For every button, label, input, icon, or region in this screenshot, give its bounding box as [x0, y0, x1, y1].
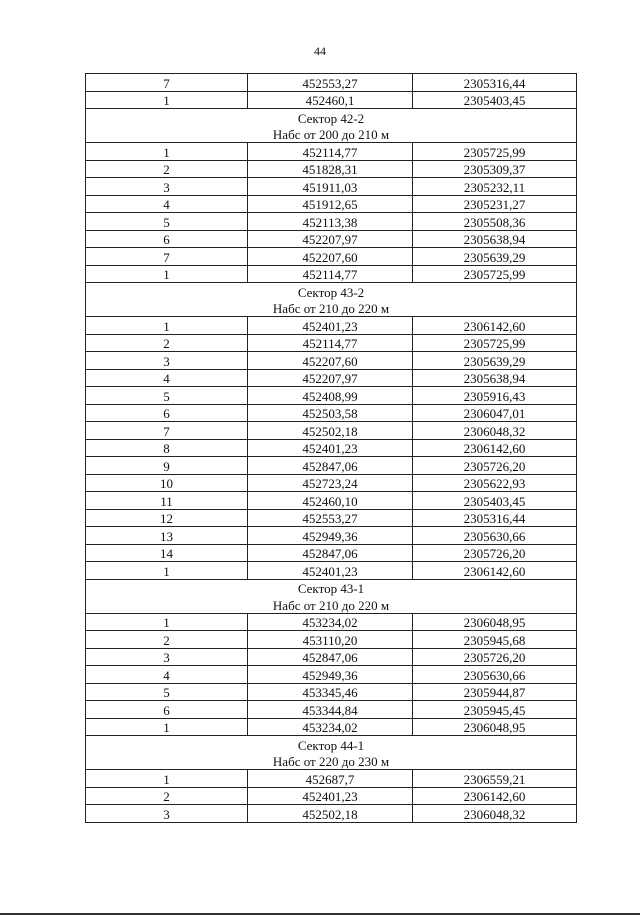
- table-row: [86, 422, 577, 440]
- table-row: [86, 718, 577, 736]
- table-row: [86, 562, 577, 580]
- y-coordinate-cell: 2305630,66: [413, 666, 577, 684]
- x-coordinate-cell: 452847,06: [248, 544, 413, 562]
- x-coordinate-cell: 451828,31: [248, 160, 413, 178]
- x-coordinate-cell: 452114,77: [248, 265, 413, 283]
- table-row: [86, 509, 577, 527]
- table-row: [86, 317, 577, 335]
- y-coordinate-cell: 2305639,29: [413, 352, 577, 370]
- sector-title: Сектор 42-2: [86, 109, 577, 126]
- point-number-cell: 6: [86, 404, 248, 422]
- point-number-cell: 3: [86, 805, 248, 823]
- point-number-cell: 6: [86, 230, 248, 248]
- x-coordinate-cell: 452553,27: [248, 74, 413, 92]
- point-number-cell: 14: [86, 544, 248, 562]
- table-row: [86, 439, 577, 457]
- height-range-label: Набс от 220 до 230 м: [86, 753, 577, 770]
- point-number-cell: 9: [86, 457, 248, 475]
- table-row: [86, 334, 577, 352]
- y-coordinate-cell: 2305726,20: [413, 457, 577, 475]
- sector-title: Сектор 44-1: [86, 736, 577, 753]
- height-range-row: [86, 753, 577, 770]
- y-coordinate-cell: 2306048,95: [413, 613, 577, 631]
- point-number-cell: 4: [86, 195, 248, 213]
- y-coordinate-cell: 2305726,20: [413, 648, 577, 666]
- table-row: [86, 666, 577, 684]
- point-number-cell: 3: [86, 648, 248, 666]
- y-coordinate-cell: 2305403,45: [413, 492, 577, 510]
- height-range-row: [86, 300, 577, 317]
- y-coordinate-cell: 2306048,32: [413, 805, 577, 823]
- y-coordinate-cell: 2306142,60: [413, 439, 577, 457]
- x-coordinate-cell: 452460,1: [248, 91, 413, 109]
- table-row: [86, 613, 577, 631]
- table-row: [86, 683, 577, 701]
- table-row: [86, 474, 577, 492]
- table-row: [86, 248, 577, 266]
- x-coordinate-cell: 452502,18: [248, 805, 413, 823]
- x-coordinate-cell: 452207,60: [248, 352, 413, 370]
- point-number-cell: 1: [86, 143, 248, 161]
- table-row: [86, 648, 577, 666]
- x-coordinate-cell: 452207,97: [248, 369, 413, 387]
- table-row: [86, 74, 577, 92]
- page-number: 44: [314, 44, 326, 58]
- x-coordinate-cell: 452207,97: [248, 230, 413, 248]
- height-range-label: Набс от 210 до 220 м: [86, 300, 577, 317]
- point-number-cell: 1: [86, 317, 248, 335]
- table-row: [86, 492, 577, 510]
- point-number-cell: 1: [86, 91, 248, 109]
- point-number-cell: 5: [86, 683, 248, 701]
- table-row: [86, 527, 577, 545]
- y-coordinate-cell: 2305403,45: [413, 91, 577, 109]
- table-row: [86, 143, 577, 161]
- x-coordinate-cell: 452723,24: [248, 474, 413, 492]
- y-coordinate-cell: 2305945,68: [413, 631, 577, 649]
- point-number-cell: 2: [86, 787, 248, 805]
- x-coordinate-cell: 452949,36: [248, 666, 413, 684]
- point-number-cell: 1: [86, 265, 248, 283]
- height-range-label: Набс от 210 до 220 м: [86, 596, 577, 613]
- x-coordinate-cell: 451911,03: [248, 178, 413, 196]
- x-coordinate-cell: 452949,36: [248, 527, 413, 545]
- y-coordinate-cell: 2306142,60: [413, 787, 577, 805]
- y-coordinate-cell: 2305231,27: [413, 195, 577, 213]
- table-row: [86, 631, 577, 649]
- y-coordinate-cell: 2305630,66: [413, 527, 577, 545]
- point-number-cell: 11: [86, 492, 248, 510]
- x-coordinate-cell: 452207,60: [248, 248, 413, 266]
- x-coordinate-cell: 452401,23: [248, 562, 413, 580]
- x-coordinate-cell: 452401,23: [248, 317, 413, 335]
- point-number-cell: 1: [86, 718, 248, 736]
- x-coordinate-cell: 453110,20: [248, 631, 413, 649]
- x-coordinate-cell: 453344,84: [248, 701, 413, 719]
- point-number-cell: 5: [86, 213, 248, 231]
- y-coordinate-cell: 2305944,87: [413, 683, 577, 701]
- y-coordinate-cell: 2305309,37: [413, 160, 577, 178]
- sector-header-row: [86, 283, 577, 300]
- sector-header-row: [86, 109, 577, 126]
- y-coordinate-cell: 2305638,94: [413, 369, 577, 387]
- height-range-row: [86, 126, 577, 143]
- x-coordinate-cell: 453234,02: [248, 613, 413, 631]
- y-coordinate-cell: 2305945,45: [413, 701, 577, 719]
- table-row: [86, 195, 577, 213]
- point-number-cell: 7: [86, 422, 248, 440]
- point-number-cell: 5: [86, 387, 248, 405]
- point-number-cell: 7: [86, 248, 248, 266]
- x-coordinate-cell: 452114,77: [248, 143, 413, 161]
- x-coordinate-cell: 452460,10: [248, 492, 413, 510]
- x-coordinate-cell: 452687,7: [248, 770, 413, 788]
- x-coordinate-cell: 452847,06: [248, 648, 413, 666]
- point-number-cell: 4: [86, 369, 248, 387]
- point-number-cell: 12: [86, 509, 248, 527]
- x-coordinate-cell: 452502,18: [248, 422, 413, 440]
- page-bottom-border: [0, 913, 640, 915]
- point-number-cell: 3: [86, 178, 248, 196]
- height-range-row: [86, 596, 577, 613]
- point-number-cell: 6: [86, 701, 248, 719]
- y-coordinate-cell: 2305232,11: [413, 178, 577, 196]
- table-row: [86, 701, 577, 719]
- sector-header-row: [86, 736, 577, 753]
- table-row: [86, 457, 577, 475]
- table-row: [86, 544, 577, 562]
- table-row: [86, 387, 577, 405]
- y-coordinate-cell: 2305639,29: [413, 248, 577, 266]
- table-row: [86, 787, 577, 805]
- x-coordinate-cell: 452401,23: [248, 439, 413, 457]
- y-coordinate-cell: 2305725,99: [413, 143, 577, 161]
- point-number-cell: 1: [86, 562, 248, 580]
- y-coordinate-cell: 2305638,94: [413, 230, 577, 248]
- x-coordinate-cell: 451912,65: [248, 195, 413, 213]
- table-row: [86, 265, 577, 283]
- table-row: [86, 770, 577, 788]
- y-coordinate-cell: 2305622,93: [413, 474, 577, 492]
- y-coordinate-cell: 2306142,60: [413, 562, 577, 580]
- table-row: [86, 91, 577, 109]
- y-coordinate-cell: 2305316,44: [413, 509, 577, 527]
- table-row: [86, 213, 577, 231]
- table-row: [86, 805, 577, 823]
- x-coordinate-cell: 452114,77: [248, 334, 413, 352]
- y-coordinate-cell: 2305725,99: [413, 265, 577, 283]
- y-coordinate-cell: 2305316,44: [413, 74, 577, 92]
- sector-title: Сектор 43-2: [86, 283, 577, 300]
- x-coordinate-cell: 452847,06: [248, 457, 413, 475]
- point-number-cell: 7: [86, 74, 248, 92]
- point-number-cell: 2: [86, 160, 248, 178]
- y-coordinate-cell: 2305508,36: [413, 213, 577, 231]
- x-coordinate-cell: 452113,38: [248, 213, 413, 231]
- point-number-cell: 1: [86, 613, 248, 631]
- x-coordinate-cell: 452503,58: [248, 404, 413, 422]
- y-coordinate-cell: 2306048,32: [413, 422, 577, 440]
- y-coordinate-cell: 2306142,60: [413, 317, 577, 335]
- y-coordinate-cell: 2306048,95: [413, 718, 577, 736]
- y-coordinate-cell: 2305916,43: [413, 387, 577, 405]
- point-number-cell: 4: [86, 666, 248, 684]
- table-row: [86, 178, 577, 196]
- x-coordinate-cell: 453234,02: [248, 718, 413, 736]
- x-coordinate-cell: 452408,99: [248, 387, 413, 405]
- sector-title: Сектор 43-1: [86, 579, 577, 596]
- point-number-cell: 1: [86, 770, 248, 788]
- y-coordinate-cell: 2306047,01: [413, 404, 577, 422]
- point-number-cell: 3: [86, 352, 248, 370]
- coordinates-table: [85, 73, 577, 823]
- table-row: [86, 369, 577, 387]
- y-coordinate-cell: 2305726,20: [413, 544, 577, 562]
- point-number-cell: 2: [86, 631, 248, 649]
- y-coordinate-cell: 2305725,99: [413, 334, 577, 352]
- point-number-cell: 13: [86, 527, 248, 545]
- point-number-cell: 10: [86, 474, 248, 492]
- y-coordinate-cell: 2306559,21: [413, 770, 577, 788]
- table-row: [86, 352, 577, 370]
- table-row: [86, 404, 577, 422]
- x-coordinate-cell: 452553,27: [248, 509, 413, 527]
- point-number-cell: 8: [86, 439, 248, 457]
- x-coordinate-cell: 453345,46: [248, 683, 413, 701]
- sector-header-row: [86, 579, 577, 596]
- height-range-label: Набс от 200 до 210 м: [86, 126, 577, 143]
- point-number-cell: 2: [86, 334, 248, 352]
- table-row: [86, 230, 577, 248]
- x-coordinate-cell: 452401,23: [248, 787, 413, 805]
- table-row: [86, 160, 577, 178]
